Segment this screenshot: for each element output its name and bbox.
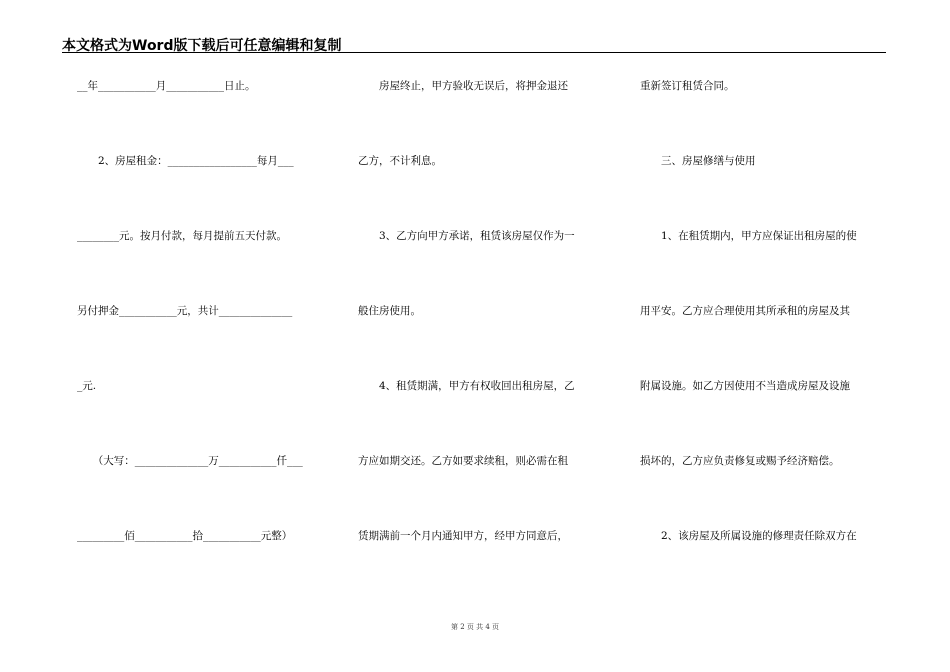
text-line: _________佰___________拾___________元整）: [77, 530, 293, 542]
text-line: 2、房屋租金：_________________每月___: [77, 155, 294, 167]
text-line: 房屋终止，甲方验收无误后，将押金退还: [358, 80, 568, 92]
text-line: 赁期满前一个月内通知甲方，经甲方同意后，: [358, 530, 568, 542]
text-line: __年___________月___________日止。: [77, 80, 256, 92]
text-line: 4、租赁期满，甲方有权收回出租房屋，乙: [358, 380, 575, 392]
text-line: 重新签订租赁合同。: [640, 80, 735, 92]
text-line: 用平安。乙方应合理使用其所承租的房屋及其: [640, 305, 850, 317]
text-line: 另付押金___________元，共计______________: [77, 305, 293, 317]
header-divider: [62, 52, 886, 53]
text-line: 般住房使用。: [358, 305, 421, 317]
text-line: 3、乙方向甲方承诺，租赁该房屋仅作为一: [358, 230, 575, 242]
text-line: 三、房屋修缮与使用: [640, 155, 756, 167]
text-line: 1、在租赁期内，甲方应保证出租房屋的使: [640, 230, 857, 242]
page-number-footer: 第 2 页 共 4 页: [450, 623, 500, 631]
text-line: 损坏的，乙方应负责修复或赐予经济赔偿。: [640, 455, 840, 467]
document-header-title: 本文格式为Word版下载后可任意编辑和复制: [62, 38, 342, 54]
text-line: 附属设施。如乙方因使用不当造成房屋及设施: [640, 380, 850, 392]
text-line: 乙方，不计利息。: [358, 155, 442, 167]
text-line: 方应如期交还。乙方如要求续租，则必需在租: [358, 455, 568, 467]
text-line: _元.: [77, 380, 97, 392]
text-line: 2、该房屋及所属设施的修理责任除双方在: [640, 530, 857, 542]
text-line: ________元。按月付款，每月提前五天付款。: [77, 230, 287, 242]
text-line: （大写：______________万___________仟___: [77, 455, 303, 467]
